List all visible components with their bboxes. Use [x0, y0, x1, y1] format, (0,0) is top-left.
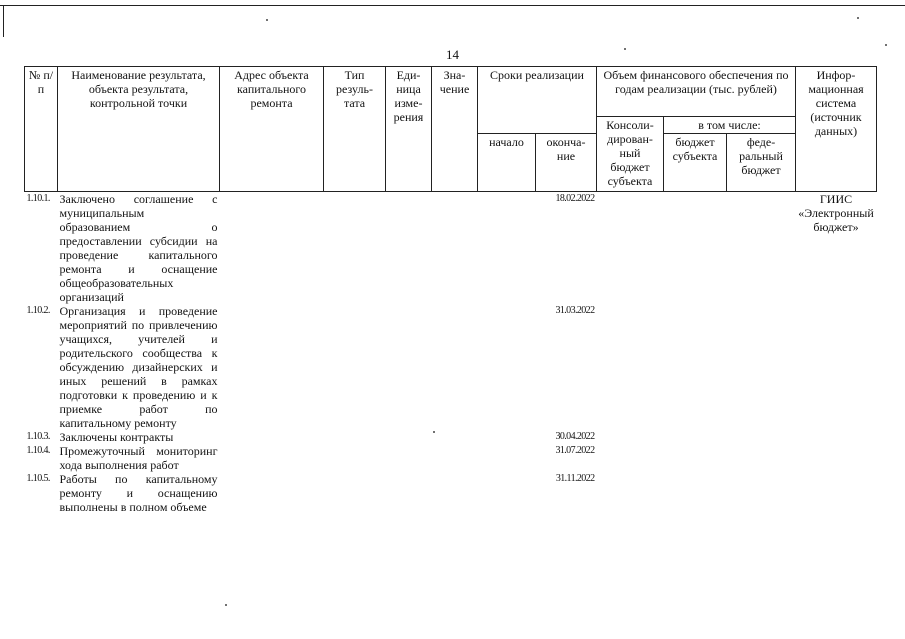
top-border-line	[0, 5, 905, 6]
row-number: 1.10.3.	[26, 431, 50, 442]
row-end-date: 30.04.2022	[555, 431, 595, 442]
row-end-date: 18.02.2022	[555, 193, 595, 204]
scan-speck	[266, 19, 268, 21]
row-name: Заключено соглашение с муниципальным образованием о предоставлении субсидии на проведение капитального ремонта и оснащение общеобразовательных организаций	[59, 192, 218, 304]
row-end-date: 31.07.2022	[555, 445, 595, 456]
scan-speck	[225, 604, 227, 606]
table-row	[25, 192, 877, 305]
header-value: Зна-чение	[432, 67, 478, 192]
left-border-line	[3, 5, 4, 37]
row-number: 1.10.1.	[26, 193, 50, 204]
row-info-system	[796, 430, 877, 444]
header-type: Тип резуль-тата	[324, 67, 386, 192]
table-body	[25, 192, 877, 515]
row-name: Промежуточный мониторинг хода выполнения работ	[59, 444, 218, 472]
row-info-system	[796, 444, 877, 472]
header-term-end: оконча-ние	[536, 134, 597, 192]
results-table	[24, 66, 877, 514]
row-info-system	[796, 304, 877, 430]
row-number: 1.10.5.	[26, 473, 50, 484]
row-info-system: ГИИС «Электронный бюджет»	[798, 192, 874, 234]
header-terms: Сроки реализации	[478, 67, 597, 134]
table-row	[25, 430, 877, 444]
row-name: Заключены контракты	[59, 430, 174, 444]
row-name: Работы по капитальному ремонту и оснащению выполнены в полном объеме	[59, 472, 218, 514]
row-number: 1.10.4.	[26, 445, 50, 456]
header-info-system: Инфор-мационная система (источник данных)	[796, 67, 877, 192]
header-unit: Еди-ница изме-рения	[386, 67, 432, 192]
header-term-start: начало	[478, 134, 536, 192]
header-including: в том числе:	[664, 117, 796, 134]
row-info-system	[796, 472, 877, 514]
table-header	[25, 67, 877, 192]
header-name: Наименование результата, объекта результата, контрольной точки	[58, 67, 220, 192]
header-finance: Объем финансового обеспечения по годам реализации (тыс. рублей)	[597, 67, 796, 117]
header-address: Адрес объекта капитального ремонта	[220, 67, 324, 192]
row-end-date: 31.03.2022	[555, 305, 595, 316]
table-row	[25, 444, 877, 472]
row-end-date: 31.11.2022	[555, 473, 595, 484]
header-subject-budget: бюджет субъекта	[664, 134, 727, 192]
scan-speck	[857, 17, 859, 19]
table-row	[25, 472, 877, 514]
header-consolidated: Консоли-дирован-ный бюджет субъекта	[597, 117, 664, 192]
header-num: № п/п	[25, 67, 58, 192]
scan-speck	[885, 44, 887, 46]
row-name: Организация и проведение мероприятий по привлечению учащихся, учителей и родительского сообщества к обсуждению дизайнерских и иных решений в рамках подготовки к проведению и к приемке работ по капитальному ремонту	[59, 304, 218, 430]
row-number: 1.10.2.	[26, 305, 50, 316]
page-number: 14	[446, 47, 459, 62]
table-row	[25, 304, 877, 430]
header-federal-budget: феде-ральный бюджет	[727, 134, 796, 192]
